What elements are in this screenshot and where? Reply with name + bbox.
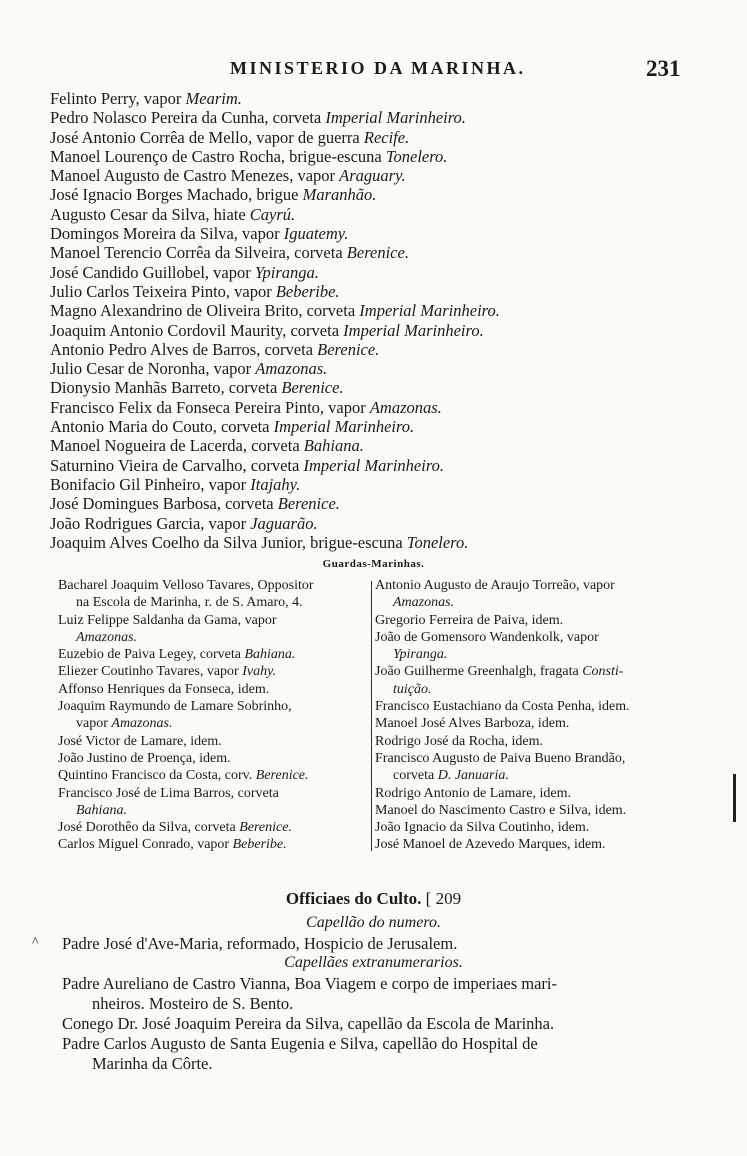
culto-entry: Padre Aureliano de Castro Vianna, Boa Viagem e corpo de imperiaes mari- <box>62 974 557 993</box>
officer-name: Joaquim Antonio Cordovil Maurity, corveta <box>50 320 344 340</box>
guarda-line <box>58 733 371 750</box>
officer-row <box>50 224 730 243</box>
guarda-line <box>375 836 688 853</box>
guarda-text: João Ignacio da Silva Coutinho, idem. <box>375 820 590 836</box>
officer-name: Dionysio Manhãs Barreto, corveta <box>50 378 282 398</box>
ship-name: Iguatemy. <box>283 224 349 244</box>
guarda-text: na Escola de Marinha, r. de S. Amaro, 4. <box>76 595 303 611</box>
officer-name: Antonio Maria do Couto, corveta <box>50 417 274 437</box>
page-header <box>0 56 747 84</box>
margin-mark: ^ <box>32 935 39 950</box>
guarda-line <box>58 629 371 646</box>
officer-name: Francisco Felix da Fonseca Pereira Pinto, vapor <box>50 397 370 417</box>
officer-name: José Candido Guillobel, vapor <box>50 262 255 282</box>
culto-entry-continuation: Marinha da Côrte. <box>92 1054 213 1073</box>
officer-row <box>50 243 730 262</box>
guarda-ship: D. Januaria. <box>437 768 509 784</box>
guarda-ship: Bahiana. <box>244 647 296 663</box>
culto-subheading-numero: Capellão do numero. <box>306 914 441 931</box>
guarda-text: corveta <box>393 768 438 784</box>
officer-name: Manoel Terencio Corrêa da Silveira, corveta <box>50 243 347 263</box>
margin-bar <box>733 774 736 822</box>
guarda-line <box>375 733 688 750</box>
officer-row <box>50 533 730 552</box>
officer-name: Julio Cesar de Noronha, vapor <box>50 359 256 379</box>
guarda-text: João Justino de Proença, idem. <box>58 750 231 766</box>
guarda-line <box>58 663 371 680</box>
officer-row <box>50 166 730 185</box>
guarda-ship: Consti- <box>582 664 624 680</box>
guarda-text: Eliezer Coutinho Tavares, vapor <box>58 664 243 680</box>
guarda-ship: Ivahy. <box>242 664 277 680</box>
officer-row <box>50 185 730 204</box>
officer-name: João Rodrigues Garcia, vapor <box>50 513 251 533</box>
officer-row <box>50 359 730 378</box>
guarda-line <box>58 715 371 732</box>
right-column <box>375 577 688 854</box>
officer-row <box>50 436 730 455</box>
guarda-line <box>375 646 688 663</box>
officer-name: José Ignacio Borges Machado, brigue <box>50 185 303 205</box>
guarda-line <box>375 698 688 715</box>
culto-entry: Conego Dr. José Joaquim Pereira da Silva, capellão da Escola de Marinha. <box>62 1014 555 1033</box>
ship-name: Amazonas. <box>369 397 442 417</box>
left-column <box>58 577 371 854</box>
ship-name: Jaguarão. <box>250 513 318 533</box>
ship-name: Maranhão. <box>302 185 377 205</box>
guarda-line <box>375 785 688 802</box>
column-divider <box>371 581 372 851</box>
officer-name: Domingos Moreira da Silva, vapor <box>50 224 284 244</box>
guarda-text: Francisco Augusto de Paiva Bueno Brandão, <box>375 750 626 766</box>
guarda-line <box>58 785 371 802</box>
guarda-line <box>58 681 371 698</box>
officer-row <box>50 475 730 494</box>
ship-name: Tonelero. <box>385 146 448 166</box>
guarda-text: Luiz Felippe Saldanha da Gama, vapor <box>58 612 277 628</box>
officer-row <box>50 301 730 320</box>
guarda-line <box>375 715 688 732</box>
guarda-text: vapor <box>76 716 112 732</box>
guarda-text: José Dorothêo da Silva, corveta <box>58 820 240 836</box>
officer-row <box>50 282 730 301</box>
officer-row <box>50 205 730 224</box>
ship-name: Berenice. <box>281 378 344 398</box>
guarda-text: Bacharel Joaquim Velloso Tavares, Oppositor <box>58 578 314 593</box>
guarda-text: João de Gomensoro Wandenkolk, vapor <box>375 629 599 645</box>
guarda-ship: Beberibe. <box>232 837 287 853</box>
officer-name: Manoel Nogueira de Lacerda, corveta <box>50 436 304 456</box>
guarda-text: Francisco José de Lima Barros, corveta <box>58 785 279 801</box>
ship-name: Mearim. <box>185 89 242 108</box>
officer-name: Augusto Cesar da Silva, hiate <box>50 204 250 224</box>
officer-name: Joaquim Alves Coelho da Silva Junior, brigue-escuna <box>50 532 407 552</box>
guarda-text: Carlos Miguel Conrado, vapor <box>58 837 233 853</box>
culto-heading-text: Officiaes do Culto. <box>285 889 422 908</box>
guarda-line <box>375 819 688 836</box>
ship-name: Imperial Marinheiro. <box>303 455 445 475</box>
ship-name: Berenice. <box>277 494 340 514</box>
ship-name: Imperial Marinheiro. <box>359 301 500 321</box>
ship-name: Tonelero. <box>406 532 469 552</box>
ship-name: Berenice. <box>346 243 409 263</box>
guarda-text: Francisco Eustachiano da Costa Penha, idem. <box>375 699 630 715</box>
guarda-line <box>58 698 371 715</box>
ship-name: Bahiana. <box>303 436 364 456</box>
officer-name: José Domingues Barbosa, corveta <box>50 494 278 514</box>
guarda-ship: Amazonas. <box>111 716 173 732</box>
culto-entry: Padre Carlos Augusto de Santa Eugenia e Silva, capellão do Hospital de <box>62 1034 538 1053</box>
ship-name: Recife. <box>363 127 410 147</box>
guarda-line <box>58 767 371 784</box>
officer-row <box>50 340 730 359</box>
guarda-line <box>375 612 688 629</box>
officer-row <box>50 514 730 533</box>
officer-row <box>50 128 730 147</box>
guarda-text: Amazonas. <box>76 629 138 645</box>
culto-entry-continuation: nheiros. Mosteiro de S. Bento. <box>92 994 294 1013</box>
guarda-text: José Manoel de Azevedo Marques, idem. <box>375 837 606 853</box>
guarda-text: Euzebio de Paiva Legey, corveta <box>58 647 245 663</box>
ship-name: Imperial Marinheiro. <box>343 320 484 340</box>
guarda-text: Ypiranga. <box>393 647 448 663</box>
ship-name: Ypiranga. <box>254 262 319 282</box>
guarda-line <box>375 750 688 767</box>
officer-name: Julio Carlos Teixeira Pinto, vapor <box>50 281 276 301</box>
guarda-line <box>375 577 688 594</box>
guarda-line <box>375 767 688 784</box>
ship-name: Beberibe. <box>275 281 340 301</box>
ship-name: Amazonas. <box>255 359 328 379</box>
guarda-text: Bahiana. <box>76 802 127 818</box>
guarda-ship: Berenice. <box>255 768 309 784</box>
guardas-marinhas-heading: Guardas-Marinhas. <box>322 558 425 570</box>
guarda-text: tuição. <box>393 681 432 697</box>
ship-name: Araguary. <box>339 166 406 186</box>
guarda-text: Affonso Henriques da Fonseca, idem. <box>58 681 270 697</box>
ship-name: Itajahy. <box>250 474 301 494</box>
culto-subheading-extranumerarios: Capellães extranumerarios. <box>284 954 463 971</box>
guarda-line <box>58 836 371 853</box>
guarda-text: Rodrigo Antonio de Lamare, idem. <box>375 785 571 801</box>
ship-name: Imperial Marinheiro. <box>325 108 466 128</box>
officer-name: Saturnino Vieira de Carvalho, corveta <box>50 455 304 475</box>
officer-row <box>50 494 730 513</box>
officer-row <box>50 378 730 397</box>
officer-row <box>50 147 730 166</box>
guarda-line <box>375 802 688 819</box>
officer-name: Magno Alexandrino de Oliveira Brito, corveta <box>50 301 360 321</box>
officer-name: Manoel Augusto de Castro Menezes, vapor <box>50 166 340 186</box>
officer-name: Manoel Lourenço de Castro Rocha, brigue-escuna <box>50 146 386 166</box>
guarda-line <box>375 594 688 611</box>
guarda-text: João Guilherme Greenhalgh, fragata <box>375 664 583 680</box>
guarda-line <box>58 612 371 629</box>
page-title: MINISTERIO DA MARINHA. <box>230 58 526 78</box>
guarda-text: Joaquim Raymundo de Lamare Sobrinho, <box>58 699 292 715</box>
guarda-ship: Berenice. <box>239 820 292 836</box>
guarda-line <box>375 663 688 680</box>
ship-name: Berenice. <box>317 339 380 359</box>
officer-name: Bonifacio Gil Pinheiro, vapor <box>50 474 251 494</box>
officer-row <box>50 263 730 282</box>
officer-name: Felinto Perry, vapor <box>50 89 186 108</box>
guarda-text: Quintino Francisco da Costa, corv. <box>58 768 256 784</box>
guarda-line <box>58 594 371 611</box>
guarda-text: Manoel José Alves Barboza, idem. <box>375 716 570 732</box>
culto-heading <box>0 889 747 909</box>
culto-extranumerarios-list <box>62 974 692 1074</box>
ship-name: Cayrú. <box>249 204 296 224</box>
officer-list <box>50 89 730 552</box>
culto-heading-ref: [ 209 <box>425 889 462 908</box>
ship-name: Imperial Marinheiro. <box>273 417 415 437</box>
page-number: 231 <box>646 56 681 81</box>
officer-row <box>50 398 730 417</box>
guarda-line <box>58 750 371 767</box>
guarda-text: Gregorio Ferreira de Paiva, idem. <box>375 612 564 628</box>
officer-row <box>50 108 730 127</box>
officer-name: Pedro Nolasco Pereira da Cunha, corveta <box>50 108 326 128</box>
guarda-text: Manoel do Nascimento Castro e Silva, idem. <box>375 802 627 818</box>
officer-row <box>50 456 730 475</box>
guarda-text: José Victor de Lamare, idem. <box>58 733 222 749</box>
guarda-text: Amazonas. <box>393 595 455 611</box>
guarda-line <box>375 681 688 698</box>
guardas-marinhas-columns <box>58 577 688 853</box>
officer-row <box>50 321 730 340</box>
guarda-line <box>58 577 371 594</box>
guarda-line <box>58 802 371 819</box>
guarda-line <box>58 646 371 663</box>
officer-row <box>50 417 730 436</box>
guarda-line <box>58 819 371 836</box>
culto-entry-numero: Padre José d'Ave-Maria, reformado, Hospicio de Jerusalem. <box>62 934 458 953</box>
officer-row <box>50 89 730 108</box>
guarda-line <box>375 629 688 646</box>
officer-name: Antonio Pedro Alves de Barros, corveta <box>50 339 318 359</box>
guarda-text: Antonio Augusto de Araujo Torreão, vapor <box>375 578 615 593</box>
guarda-text: Rodrigo José da Rocha, idem. <box>375 733 543 749</box>
officer-name: José Antonio Corrêa de Mello, vapor de guerra <box>50 127 364 147</box>
